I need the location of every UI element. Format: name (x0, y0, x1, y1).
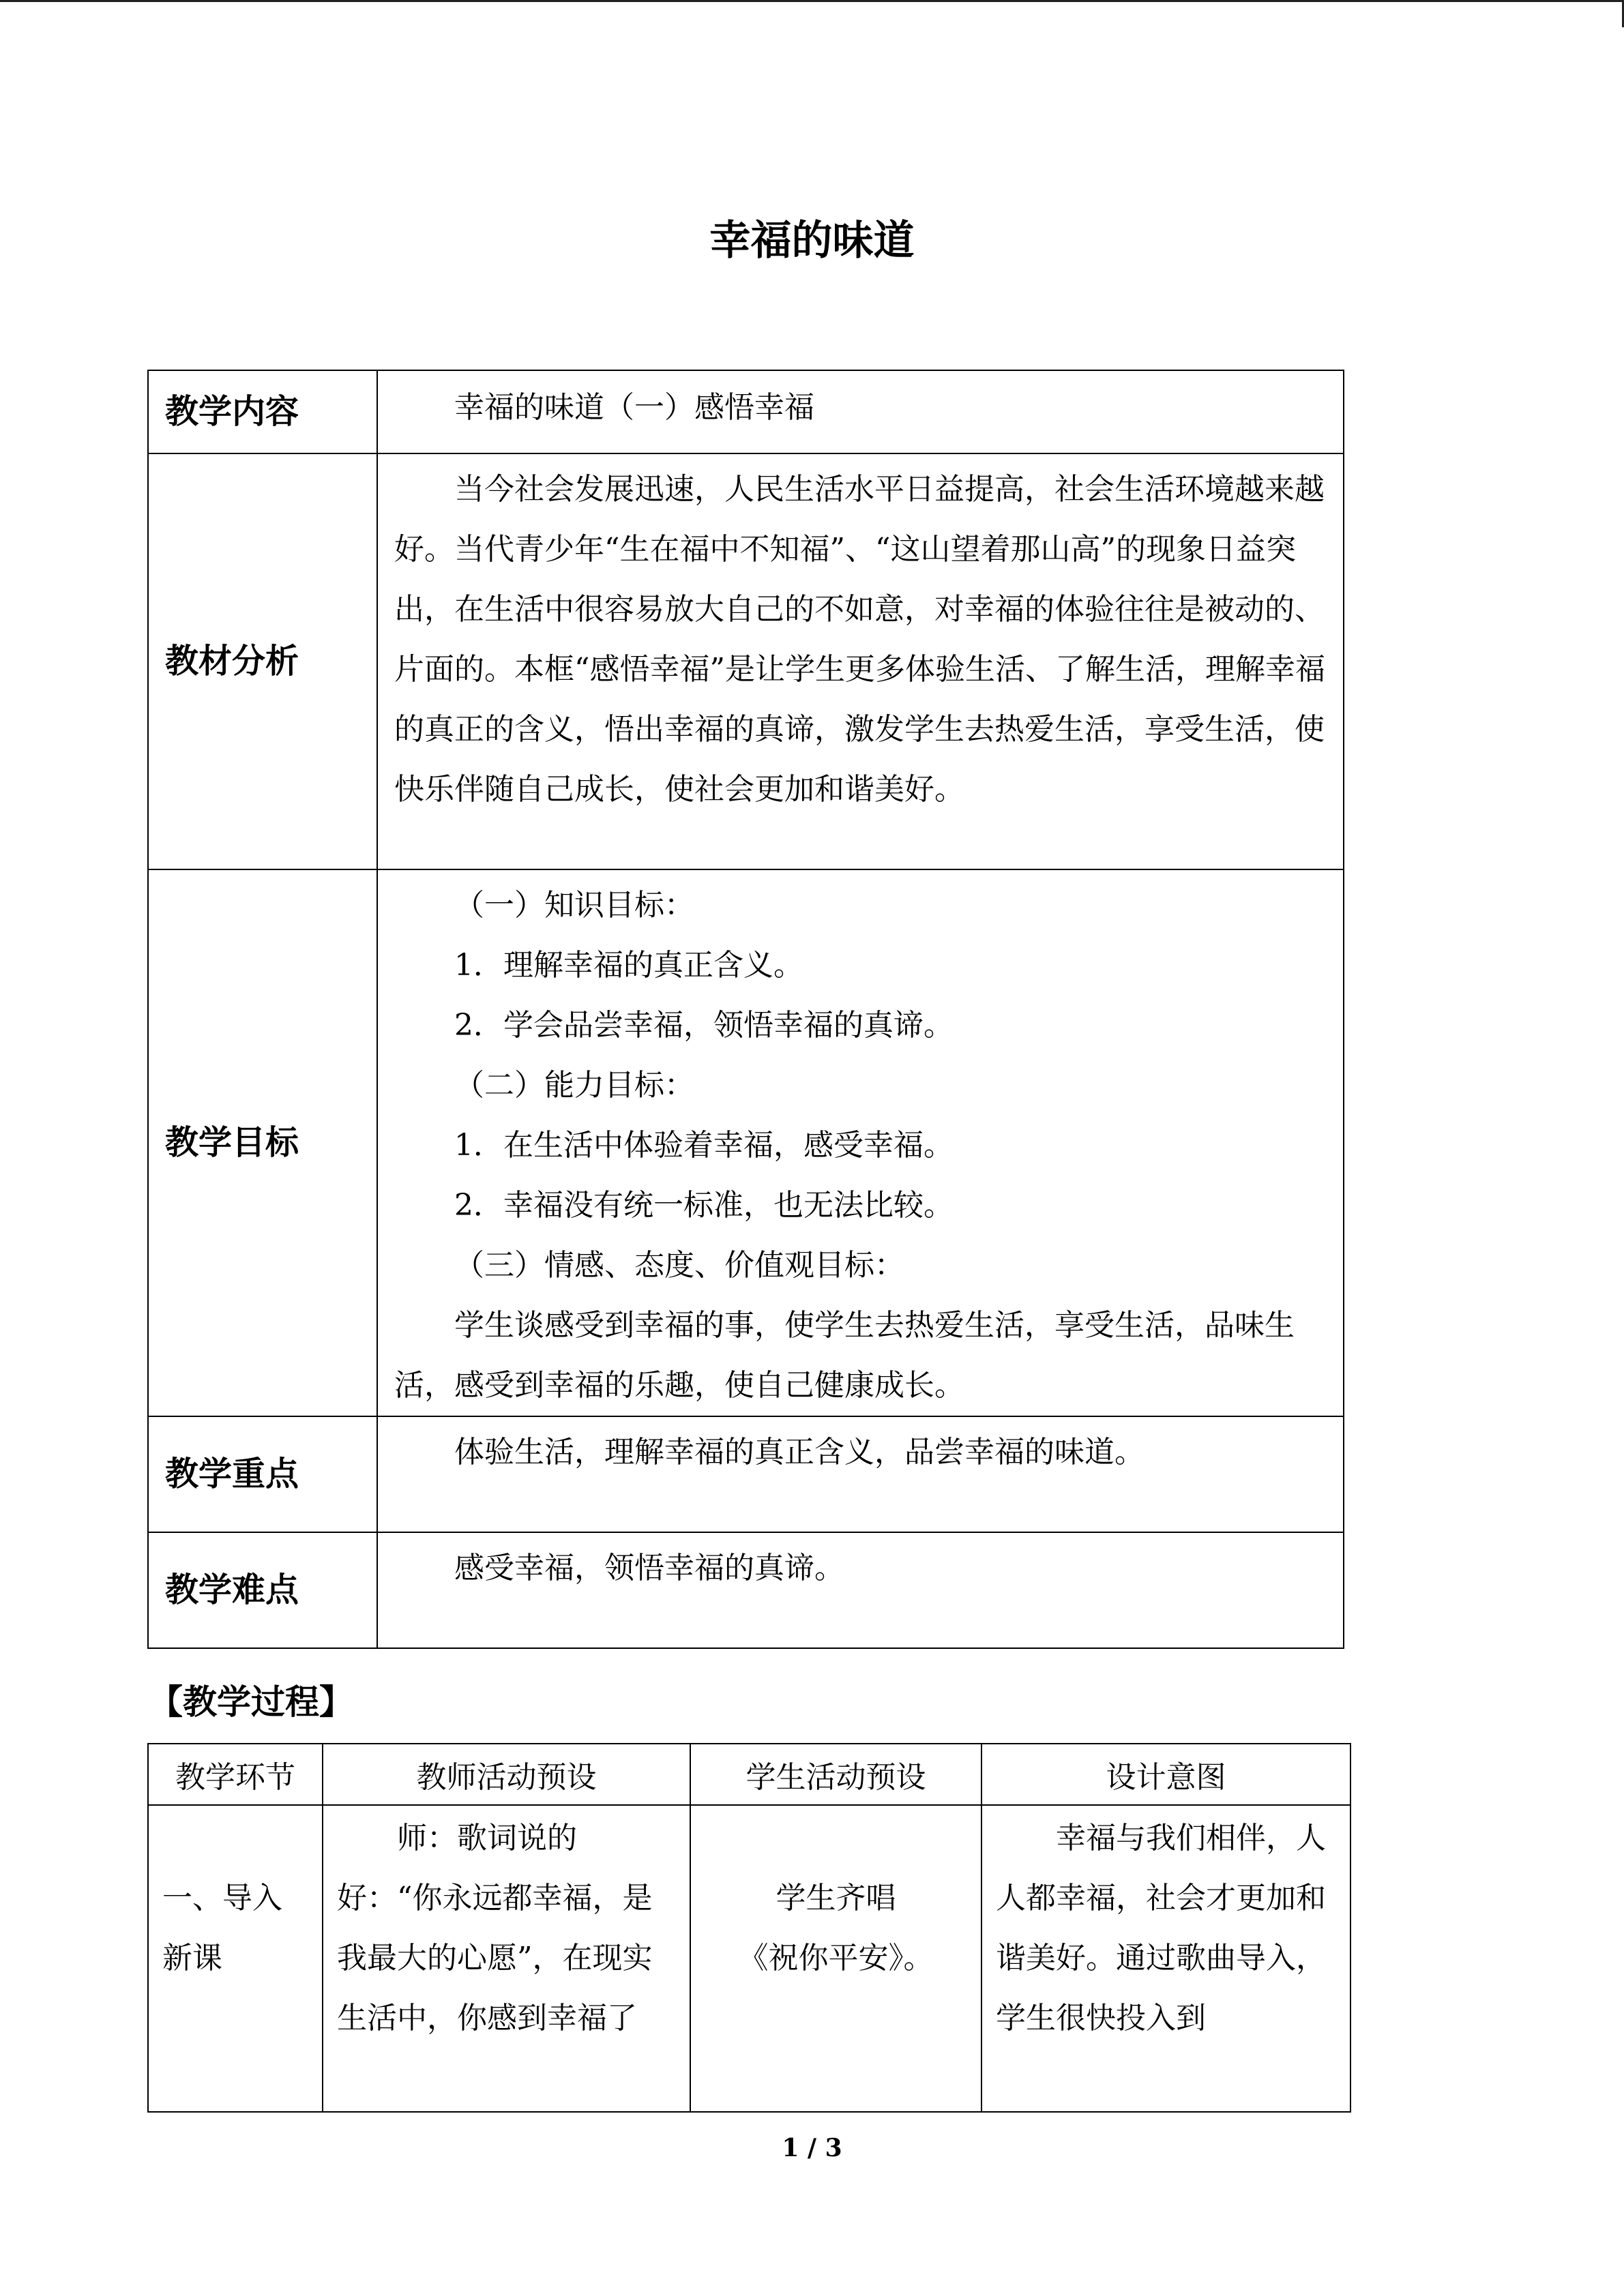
objective-line: 2．幸福没有统一标准，也无法比较。 (454, 1188, 954, 1223)
objective-line: （二）能力目标： (454, 1068, 694, 1103)
process-table (147, 1743, 1351, 2113)
lesson-info-table (147, 370, 1344, 1649)
teacher-cell (323, 1805, 690, 2112)
column-header: 教学环节 (148, 1744, 323, 1805)
row-objectives (148, 869, 1344, 1416)
student-cell (690, 1805, 981, 2112)
paragraph: 感受幸福，领悟幸福的真谛。 (454, 1551, 844, 1585)
paragraph: 幸福的味道（一）感悟幸福 (454, 390, 814, 425)
stage-line: 新课 (162, 1941, 222, 1976)
stage-cell (148, 1805, 323, 2112)
intent-text: 幸福与我们相伴，人人都幸福，社会才更加和谐美好。通过歌曲导入，学生很快投入到 (996, 1821, 1326, 2036)
student-line: 学生齐唱 (776, 1881, 896, 1915)
value-key-points (377, 1416, 1344, 1532)
document-title: 幸福的味道 (709, 217, 915, 265)
objective-line: （三）情感、态度、价值观目标： (454, 1248, 904, 1283)
stage-line: 一、导入 (162, 1881, 282, 1915)
objective-line: （一）知识目标： (454, 888, 694, 923)
student-line: 《祝你平安》。 (738, 1941, 934, 1976)
intent-cell (981, 1805, 1350, 2112)
label-content: 教学内容 (148, 370, 377, 453)
value-difficulties (377, 1532, 1344, 1648)
label-key-points: 教学重点 (148, 1416, 377, 1532)
label-difficulties: 教学难点 (148, 1532, 377, 1648)
objective-line: 学生谈感受到幸福的事，使学生去热爱生活，享受生活，品味生活，感受到幸福的乐趣，使自己健康成长。 (394, 1308, 1295, 1403)
teacher-text: 师：歌词说的好：“你永远都幸福，是我最大的心愿”，在现实生活中，你感到幸福了 (337, 1821, 653, 2036)
column-header: 教师活动预设 (323, 1744, 690, 1805)
page-number: 1 / 3 (782, 2134, 842, 2162)
objective-line: 1．在生活中体验着幸福，感受幸福。 (454, 1128, 954, 1163)
value-analysis (377, 453, 1344, 869)
row-analysis (148, 453, 1344, 869)
column-header: 学生活动预设 (690, 1744, 981, 1805)
process-heading: 【教学过程】 (149, 1682, 353, 1722)
table-row (148, 1805, 1350, 2112)
page-top-border (0, 0, 1624, 2)
value-content (377, 370, 1344, 453)
label-objectives: 教学目标 (148, 869, 377, 1416)
process-header-row (148, 1744, 1350, 1805)
objective-line: 2．学会品尝幸福，领悟幸福的真谛。 (454, 1008, 954, 1043)
row-content (148, 370, 1344, 453)
paragraph: 当今社会发展迅速，人民生活水平日益提高，社会生活环境越来越好。当代青少年“生在福中不知福”、“这山望着那山高”的现象日益突出，在生活中很容易放大自己的不如意，对幸福的体验往往是被动的、片面的。本框“感悟幸福”是让学生更多体验生活、了解生活，理解幸福的真正的含义，悟出幸福的真谛，激发学生去热爱生活，享受生活，使快乐伴随自己成长，使社会更加和谐美好。 (394, 472, 1325, 807)
row-key-points (148, 1416, 1344, 1532)
objective-line: 1．理解幸福的真正含义。 (454, 948, 803, 983)
value-objectives (377, 869, 1344, 1416)
column-header: 设计意图 (981, 1744, 1350, 1805)
label-analysis: 教材分析 (148, 453, 377, 869)
paragraph: 体验生活，理解幸福的真正含义，品尝幸福的味道。 (454, 1435, 1145, 1470)
row-difficulties (148, 1532, 1344, 1648)
